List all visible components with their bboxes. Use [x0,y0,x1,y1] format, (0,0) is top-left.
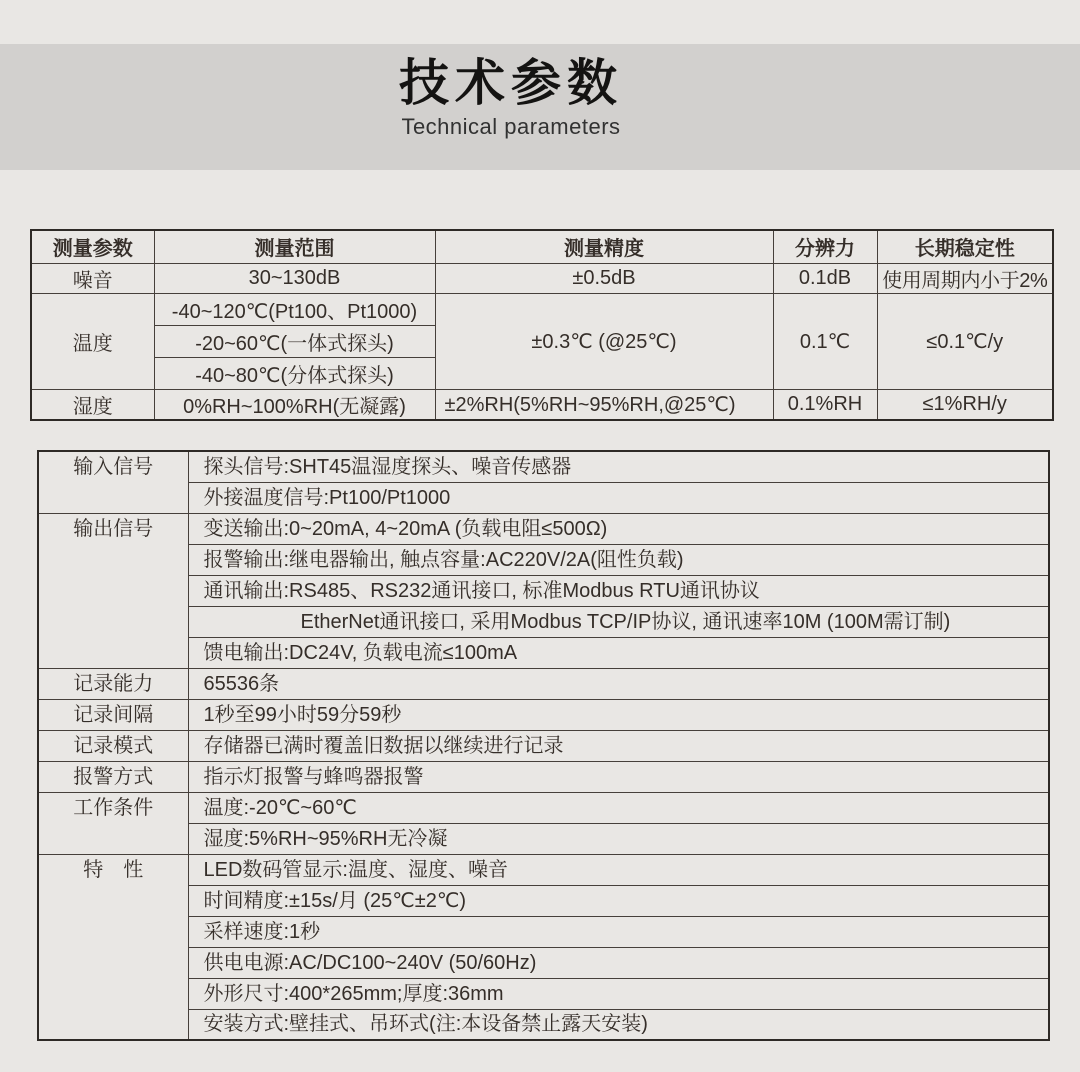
table-row [38,823,1049,854]
table-row [38,606,1049,637]
temperature-range-3: -40~80℃(分体式探头) [154,357,435,389]
page-title: 技术参数 [399,55,623,111]
noise-stability: 使用周期内小于2% [877,263,1053,293]
temperature-range-2: -20~60℃(一体式探头) [154,325,435,357]
table-row [38,978,1049,1009]
table-row [38,451,1049,482]
detail-group-label-features: 特 性 [38,854,188,1040]
title-block [399,44,623,140]
spec-row-humidity [31,389,1053,420]
temperature-range-1: -40~120℃(Pt100、Pt1000) [154,293,435,325]
table-row [38,513,1049,544]
temperature-stability: ≤0.1℃/y [877,293,1053,389]
detail-row-text: 采样速度:1秒 [188,916,1049,947]
humidity-stability: ≤1%RH/y [877,389,1053,420]
detail-row-text: 变送输出:0~20mA, 4~20mA (负载电阻≤500Ω) [188,513,1049,544]
spec-header-row [31,230,1053,263]
table-row [38,730,1049,761]
detail-group-label-record-mode: 记录模式 [38,730,188,761]
detail-row-text: 外接温度信号:Pt100/Pt1000 [188,482,1049,513]
humidity-range: 0%RH~100%RH(无凝露) [154,389,435,420]
temperature-param: 温度 [31,293,154,389]
table-row [38,916,1049,947]
page-subtitle: Technical parameters [401,114,621,139]
detail-row-text: 65536条 [188,668,1049,699]
spec-header-stability: 长期稳定性 [877,230,1053,263]
table-row [38,637,1049,668]
table-row [38,668,1049,699]
spec-header-accuracy: 测量精度 [435,230,773,263]
spec-header-param: 测量参数 [31,230,154,263]
table-row [38,544,1049,575]
detail-row-text: 1秒至99小时59分59秒 [188,699,1049,730]
detail-row-text: 指示灯报警与蜂鸣器报警 [188,761,1049,792]
detail-group-label-record-interval: 记录间隔 [38,699,188,730]
table-row [38,792,1049,823]
detail-group-label-input-signal: 输入信号 [38,451,188,513]
detail-row-text: 馈电输出:DC24V, 负载电流≤100mA [188,637,1049,668]
detail-row-text: 探头信号:SHT45温湿度探头、噪音传感器 [188,451,1049,482]
detail-row-text: 存储器已满时覆盖旧数据以继续进行记录 [188,730,1049,761]
spec-row-noise [31,263,1053,293]
spec-header-resolution: 分辨力 [773,230,877,263]
humidity-param: 湿度 [31,389,154,420]
detail-spec-table [37,450,1050,1041]
detail-row-text: 通讯输出:RS485、RS232通讯接口, 标准Modbus RTU通讯协议 [188,575,1049,606]
detail-group-label-output-signal: 输出信号 [38,513,188,668]
noise-resolution: 0.1dB [773,263,877,293]
table-row [38,761,1049,792]
table-row [38,699,1049,730]
humidity-accuracy: ±2%RH(5%RH~95%RH,@25℃) [435,389,773,420]
table-row [38,1009,1049,1040]
measurement-spec-table [30,229,1054,421]
temperature-resolution: 0.1℃ [773,293,877,389]
humidity-resolution: 0.1%RH [773,389,877,420]
table-row [38,482,1049,513]
temperature-accuracy: ±0.3℃ (@25℃) [435,293,773,389]
noise-param: 噪音 [31,263,154,293]
detail-row-text: 湿度:5%RH~95%RH无冷凝 [188,823,1049,854]
spec-row-temperature-1 [31,293,1053,325]
detail-row-text: 时间精度:±15s/月 (25℃±2℃) [188,885,1049,916]
table-row [38,575,1049,606]
detail-row-text: 安装方式:壁挂式、吊环式(注:本设备禁止露天安装) [188,1009,1049,1040]
table-row [38,885,1049,916]
noise-accuracy: ±0.5dB [435,263,773,293]
detail-group-label-working-conditions: 工作条件 [38,792,188,854]
detail-row-text: 温度:-20℃~60℃ [188,792,1049,823]
spec-header-range: 测量范围 [154,230,435,263]
detail-row-text: 外形尺寸:400*265mm;厚度:36mm [188,978,1049,1009]
table-row [38,854,1049,885]
table-row [38,947,1049,978]
detail-row-text: EtherNet通讯接口, 采用Modbus TCP/IP协议, 通讯速率10M (100M需订制) [188,606,1049,637]
detail-row-text: LED数码管显示:温度、湿度、噪音 [188,854,1049,885]
noise-range: 30~130dB [154,263,435,293]
detail-row-text: 报警输出:继电器输出, 触点容量:AC220V/2A(阻性负载) [188,544,1049,575]
detail-row-text: 供电电源:AC/DC100~240V (50/60Hz) [188,947,1049,978]
header-band [0,44,1080,170]
detail-group-label-alarm-mode: 报警方式 [38,761,188,792]
detail-group-label-record-capacity: 记录能力 [38,668,188,699]
